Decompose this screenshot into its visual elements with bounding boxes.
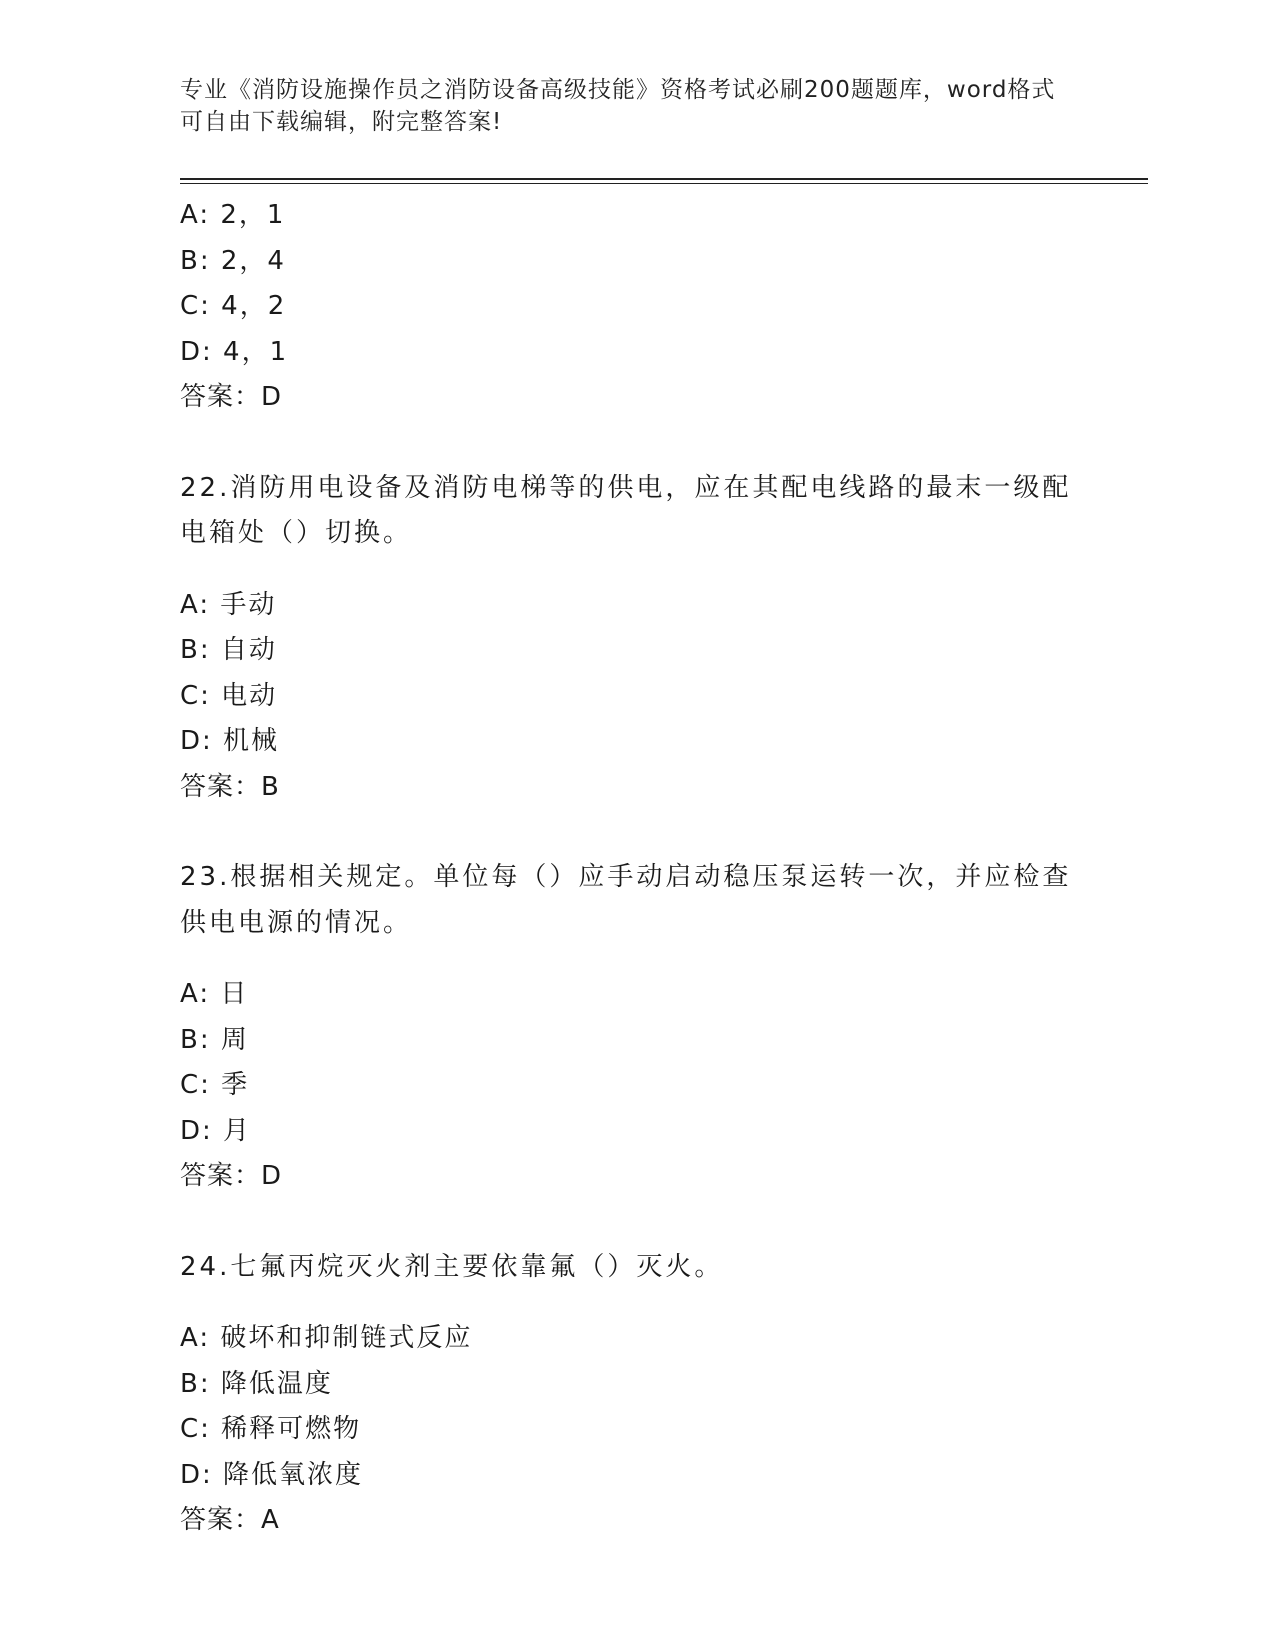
option-d: D: 4，1 (180, 336, 289, 367)
answer-line: 答案：D (180, 382, 283, 412)
header-divider-thick (180, 178, 1148, 180)
option-c: C: 季 (180, 1070, 250, 1100)
option-a: A: 2，1 (180, 200, 286, 230)
question-block-22 (180, 466, 1080, 811)
question-block-21 (180, 193, 1080, 421)
answer-line: 答案：D (180, 1161, 283, 1191)
answer-line: 答案：A (180, 1505, 280, 1535)
question-text: 22.消防用电设备及消防电梯等的供电，应在其配电线路的最末一级配电箱处（）切换。 (180, 472, 1072, 548)
option-c: C: 电动 (180, 680, 278, 711)
option-d: D: 降低氧浓度 (180, 1459, 364, 1490)
option-a: A: 手动 (180, 589, 277, 620)
answer-line: 答案：B (180, 771, 280, 802)
question-text: 23.根据相关规定。单位每（）应手动启动稳压泵运转一次，并应检查供电电源的情况。 (180, 862, 1072, 938)
question-block-23 (180, 855, 1080, 1200)
header-divider-thin (180, 183, 1148, 184)
option-d: D: 机械 (180, 726, 280, 756)
option-b: B: 自动 (180, 635, 277, 665)
option-b: B: 降低温度 (180, 1368, 333, 1399)
option-a: A: 破坏和抑制链式反应 (180, 1323, 473, 1353)
option-c: C: 4，2 (180, 291, 287, 321)
option-b: B: 周 (180, 1024, 249, 1055)
option-a: A: 日 (180, 979, 249, 1009)
option-b: B: 2，4 (180, 245, 286, 276)
question-list (180, 193, 1080, 1544)
question-block-24 (180, 1245, 1080, 1544)
document-header: 专业《消防设施操作员之消防设备高级技能》资格考试必刷200题题库，word格式可自由下载编辑，附完整答案! (180, 77, 1056, 135)
question-text: 24.七氟丙烷灭火剂主要依靠氟（）灭火。 (180, 1251, 724, 1282)
option-c: C: 稀释可燃物 (180, 1414, 362, 1444)
option-d: D: 月 (180, 1115, 252, 1146)
